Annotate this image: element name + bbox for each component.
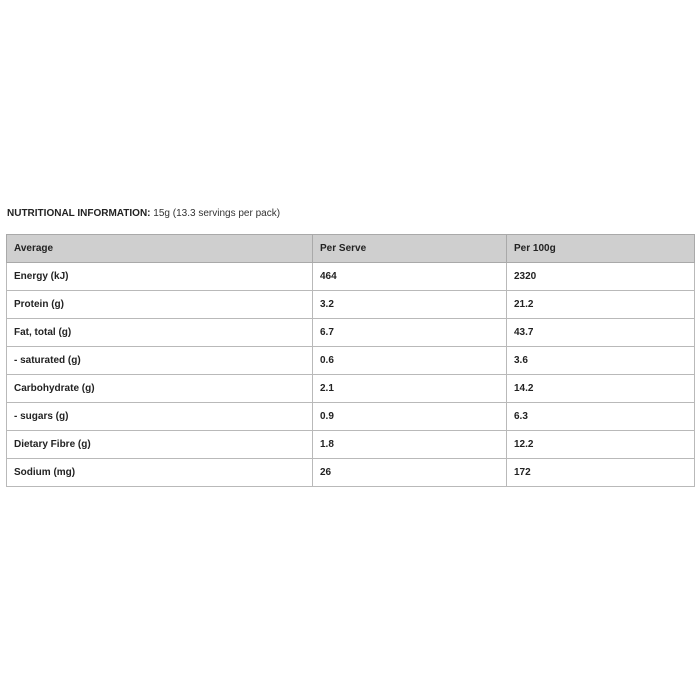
header-average: Average bbox=[7, 235, 313, 263]
nutrient-name: - saturated (g) bbox=[7, 347, 313, 375]
table-row bbox=[7, 431, 695, 459]
per-serve-value: 0.9 bbox=[313, 403, 507, 431]
nutrient-name: - sugars (g) bbox=[7, 403, 313, 431]
table-row bbox=[7, 347, 695, 375]
per-100g-value: 172 bbox=[507, 459, 695, 487]
per-serve-value: 3.2 bbox=[313, 291, 507, 319]
per-100g-value: 21.2 bbox=[507, 291, 695, 319]
heading-label: NUTRITIONAL INFORMATION: bbox=[7, 208, 151, 219]
nutrient-name: Carbohydrate (g) bbox=[7, 375, 313, 403]
per-serve-value: 464 bbox=[313, 263, 507, 291]
table-header-row bbox=[7, 235, 695, 263]
table-row bbox=[7, 291, 695, 319]
table-row bbox=[7, 263, 695, 291]
nutrition-heading bbox=[7, 208, 280, 219]
nutrient-name: Sodium (mg) bbox=[7, 459, 313, 487]
nutrient-name: Protein (g) bbox=[7, 291, 313, 319]
per-100g-value: 12.2 bbox=[507, 431, 695, 459]
header-per-serve: Per Serve bbox=[313, 235, 507, 263]
per-100g-value: 14.2 bbox=[507, 375, 695, 403]
header-per-100g: Per 100g bbox=[507, 235, 695, 263]
table-row bbox=[7, 403, 695, 431]
per-100g-value: 2320 bbox=[507, 263, 695, 291]
table-row bbox=[7, 319, 695, 347]
serving-size-text: 15g (13.3 servings per pack) bbox=[150, 208, 281, 219]
per-serve-value: 6.7 bbox=[313, 319, 507, 347]
table-row bbox=[7, 459, 695, 487]
per-100g-value: 43.7 bbox=[507, 319, 695, 347]
per-serve-value: 2.1 bbox=[313, 375, 507, 403]
nutrient-name: Dietary Fibre (g) bbox=[7, 431, 313, 459]
nutrition-table bbox=[6, 234, 695, 487]
per-100g-value: 6.3 bbox=[507, 403, 695, 431]
per-serve-value: 0.6 bbox=[313, 347, 507, 375]
per-serve-value: 26 bbox=[313, 459, 507, 487]
nutrient-name: Energy (kJ) bbox=[7, 263, 313, 291]
table-row bbox=[7, 375, 695, 403]
nutrient-name: Fat, total (g) bbox=[7, 319, 313, 347]
per-100g-value: 3.6 bbox=[507, 347, 695, 375]
per-serve-value: 1.8 bbox=[313, 431, 507, 459]
